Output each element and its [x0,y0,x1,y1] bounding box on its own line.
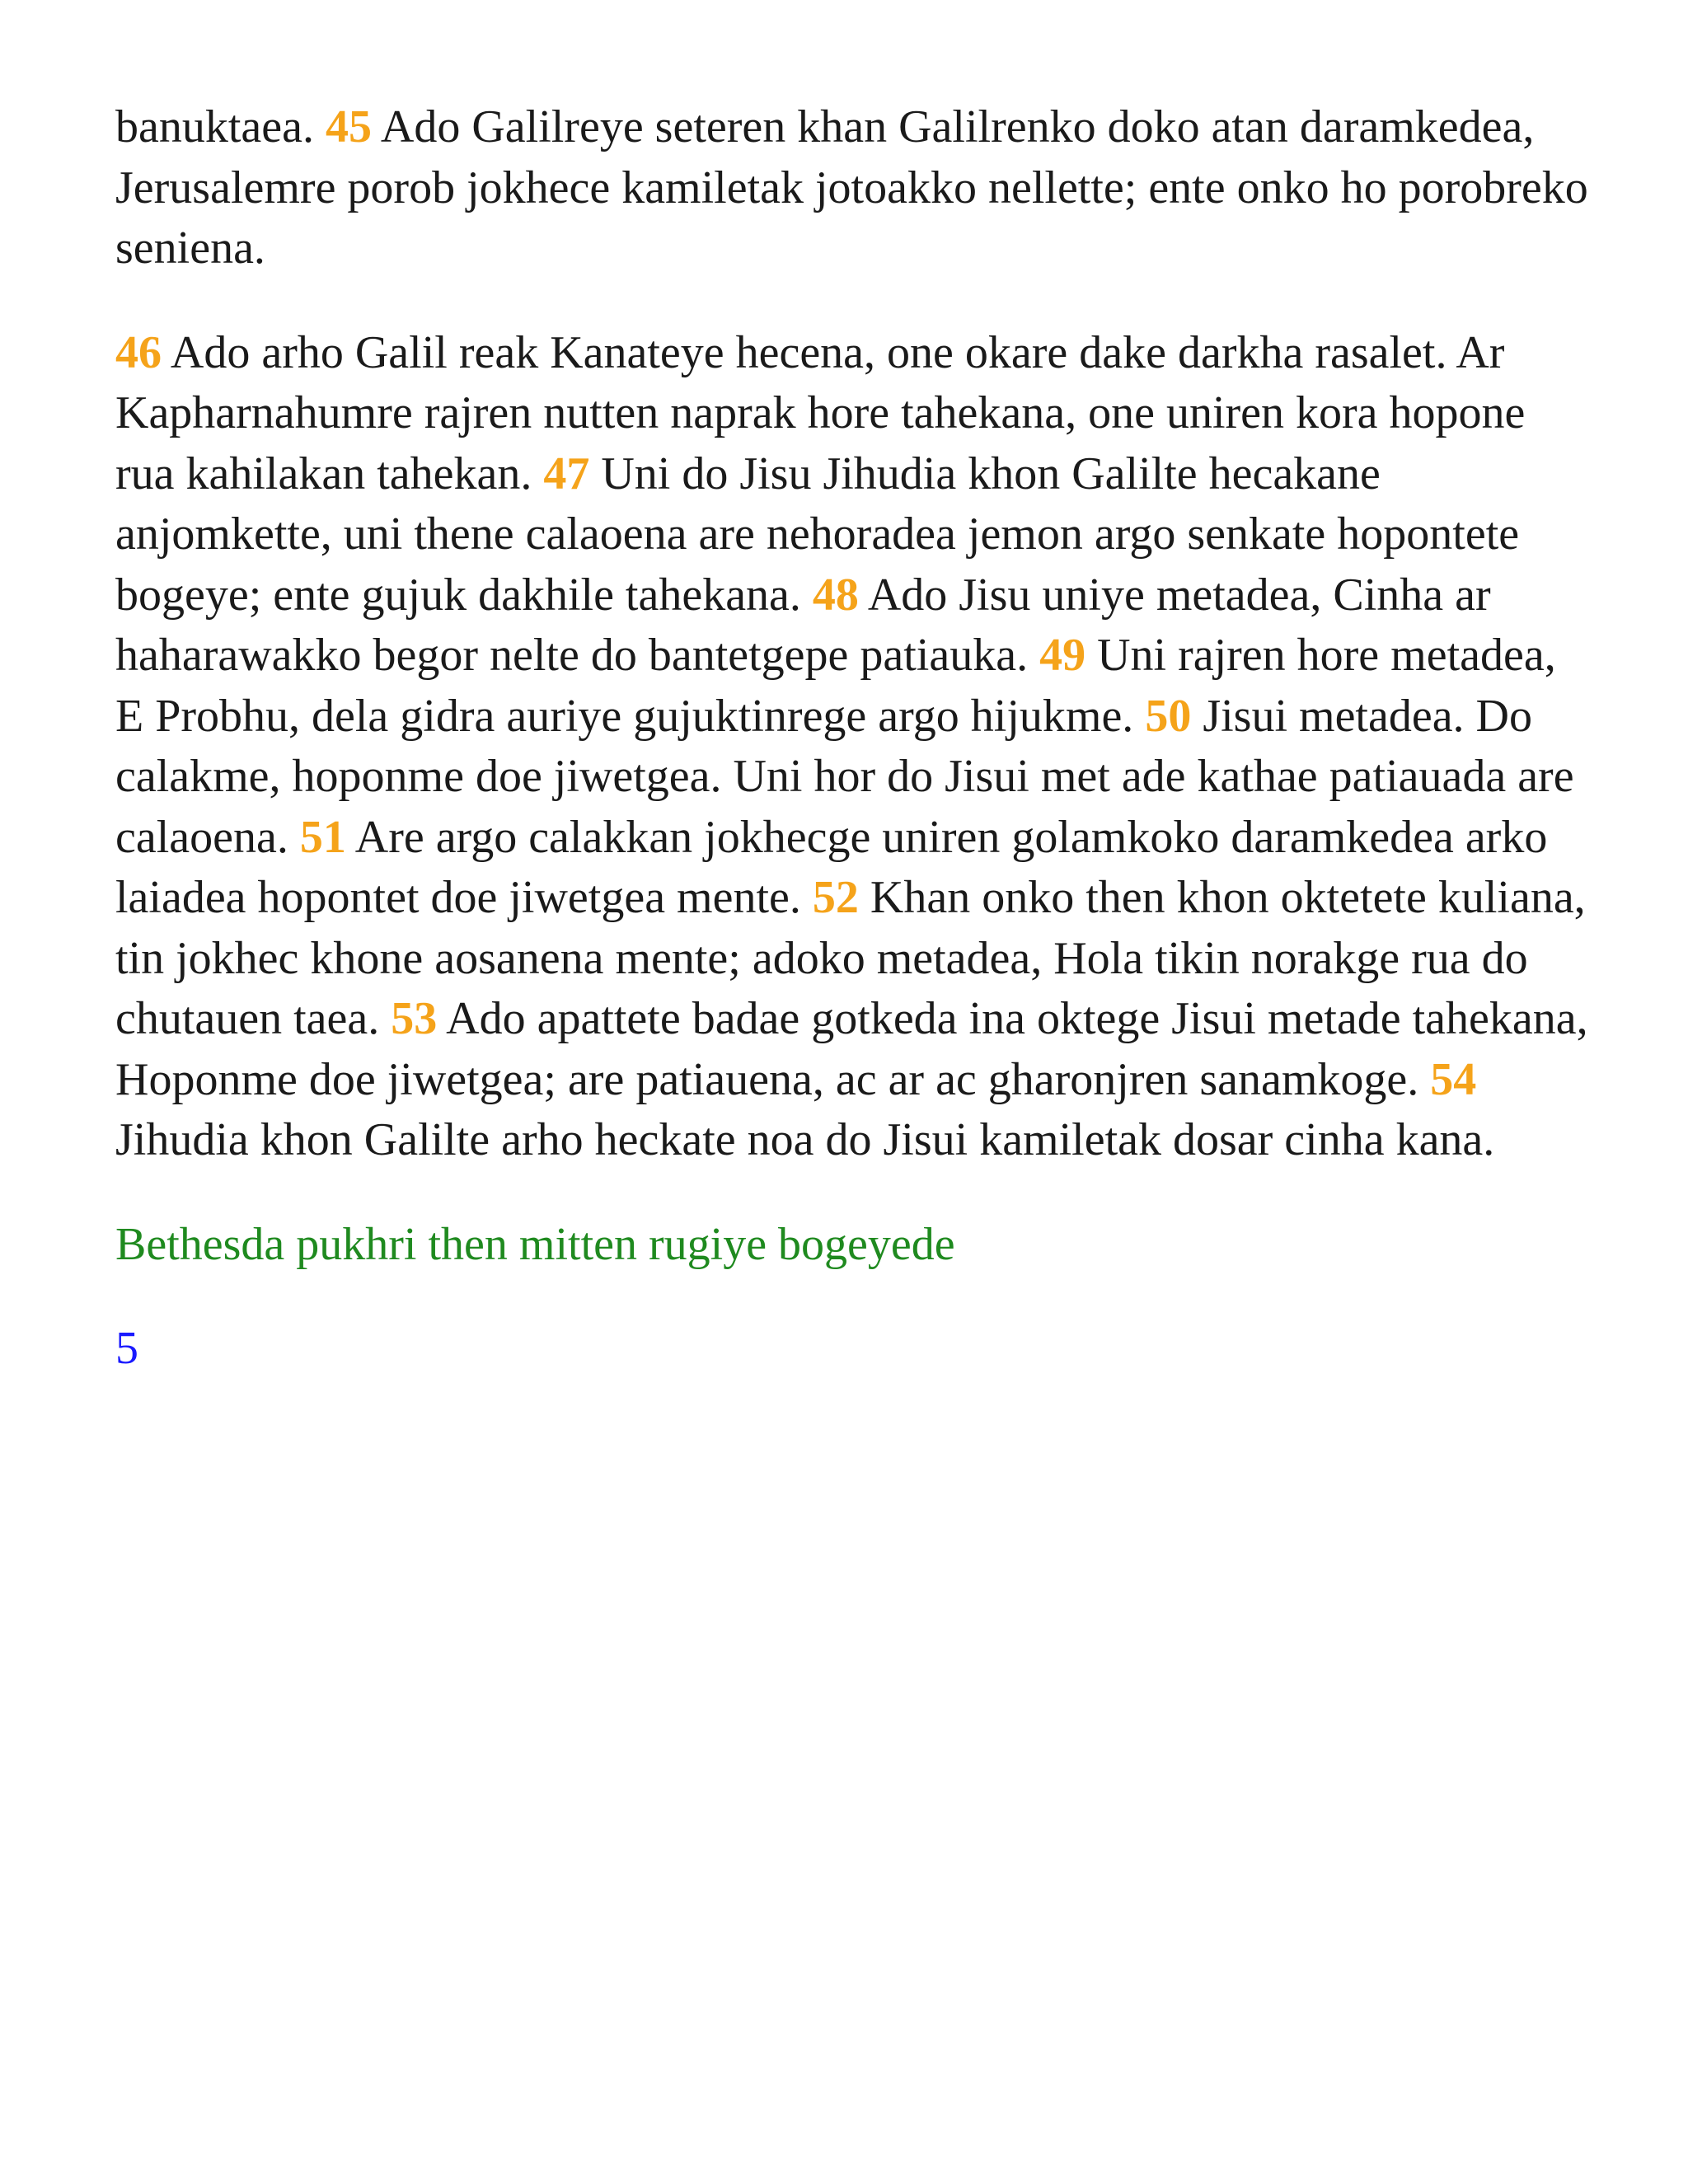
paragraph-text: banuktaea. [115,101,326,152]
paragraph-text: Khan onko then khon oktetete kuliana, tin jokhec khone aosanena mente; adoko metadea, Hola tikin norakge rua do chutauen taea. [115,872,1586,1044]
verse-number: 53 [391,993,438,1044]
verse-number: 50 [1145,690,1192,742]
paragraph-text: Ado Jisu uniye metadea, Cinha ar haharawakko begor nelte do bantetgepe patiauka. [115,569,1491,681]
paragraph-text: Ado Galilreye seteren khan Galilrenko doko atan daramkedea, Jerusalemre porob jokhece kamiletak jotoakko nellette; ente onko ho porobreko seniena. [115,101,1588,274]
verse-number: 49 [1039,630,1086,681]
paragraph-text: Jihudia khon Galilte arho heckate noa do Jisui kamiletak dosar cinha kana. [115,1114,1495,1165]
paragraph-text: Uni rajren hore metadea, E Probhu, dela gidra auriye gujuktinrege argo hijukme. [115,630,1556,742]
paragraph-text: Are argo calakkan jokhecge uniren golamkoko daramkedea arko laiadea hopontet doe jiwetgea mente. [115,811,1548,923]
verse-number: 52 [812,872,859,923]
verse-number: 51 [299,811,346,863]
verse-number: 47 [543,448,590,499]
paragraph [115,323,1591,1171]
paragraph-text: Jisui metadea. Do calakme, hoponme doe jiwetgea. Uni hor do Jisui met ade kathae patiauada are calaoena. [115,690,1574,863]
verse-number: 48 [812,569,859,621]
verse-number: 45 [325,101,372,152]
paragraph-text: Uni do Jisu Jihudia khon Galilte hecakane anjomkette, uni thene calaoena are nehoradea jemon argo senkate hopontete bogeye; ente gujuk dakhile tahekana. [115,448,1520,621]
paragraph-text: Ado apattete badae gotkeda ina oktege Jisui metade tahekana, Hoponme doe jiwetgea; are patiauena, ac ar ac gharonjren sanamkoge. [115,993,1588,1105]
paragraph [115,97,1591,279]
document-page [115,97,1591,1380]
section-heading: Bethesda pukhri then mitten rugiye bogeyede [115,1218,955,1270]
chapter-number: 5 [115,1323,138,1374]
paragraph-text: Ado arho Galil reak Kanateye hecena, one okare dake darkha rasalet. Ar Kapharnahumre rajren nutten naprak hore tahekana, one uniren kora hopone rua kahilakan tahekan. [115,326,1526,499]
verse-number: 54 [1430,1053,1477,1105]
verse-number: 46 [115,326,162,378]
